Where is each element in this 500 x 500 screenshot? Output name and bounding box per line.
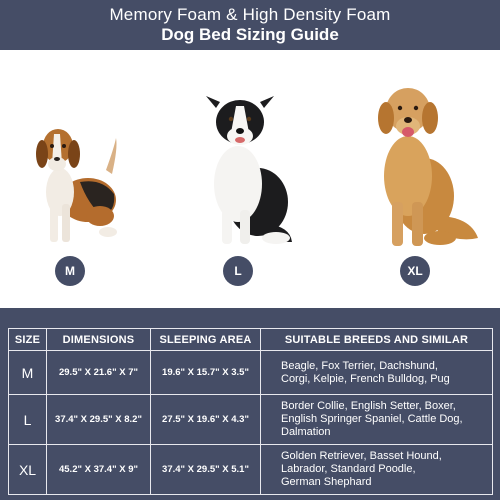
row-sleeping-area: 19.6" X 15.7" X 3.5" bbox=[151, 351, 261, 395]
breed-line: Golden Retriever, Basset Hound, bbox=[281, 450, 442, 462]
row-dimensions: 29.5" X 21.6" X 7" bbox=[47, 351, 151, 395]
table-header-row bbox=[9, 329, 493, 351]
size-badge-xl: XL bbox=[400, 256, 430, 286]
sizing-table bbox=[8, 328, 493, 495]
header-title-line1: Memory Foam & High Density Foam bbox=[109, 5, 391, 24]
header-dimensions: DIMENSIONS bbox=[47, 329, 151, 351]
breed-line: English Springer Spaniel, Cattle Dog, bbox=[281, 413, 463, 425]
breed-line: Dalmation bbox=[281, 426, 331, 438]
breed-line: Labrador, Standard Poodle, bbox=[281, 463, 416, 475]
row-breeds bbox=[261, 351, 493, 395]
header-size: SIZE bbox=[9, 329, 47, 351]
border-collie-image bbox=[196, 92, 296, 248]
row-size: XL bbox=[9, 445, 47, 495]
header-title-line2: Dog Bed Sizing Guide bbox=[161, 25, 339, 44]
header-banner bbox=[0, 0, 500, 50]
breed-line: Corgi, Kelpie, French Bulldog, Pug bbox=[281, 372, 450, 385]
size-badge-m: M bbox=[55, 256, 85, 286]
row-size: L bbox=[9, 395, 47, 445]
golden-retriever-image bbox=[366, 76, 480, 250]
beagle-image bbox=[30, 108, 122, 246]
row-dimensions: 37.4" X 29.5" X 8.2" bbox=[47, 395, 151, 445]
row-breeds bbox=[261, 395, 493, 445]
row-dimensions: 45.2" X 37.4" X 9" bbox=[47, 445, 151, 495]
row-size: M bbox=[9, 351, 47, 395]
row-sleeping-area: 27.5" X 19.6" X 4.3" bbox=[151, 395, 261, 445]
table-row bbox=[9, 445, 493, 495]
breed-line: Border Collie, English Setter, Boxer, bbox=[281, 400, 456, 412]
table-row bbox=[9, 395, 493, 445]
header-sleeping-area: SLEEPING AREA bbox=[151, 329, 261, 351]
breed-line: Beagle, Fox Terrier, Dachshund, bbox=[281, 359, 438, 372]
breed-line: German Shephard bbox=[281, 476, 372, 488]
table-row bbox=[9, 351, 493, 395]
header-suitable-breeds: SUITABLE BREEDS AND SIMILAR bbox=[261, 329, 493, 351]
size-badge-l: L bbox=[223, 256, 253, 286]
dog-photo-area bbox=[0, 50, 500, 308]
row-sleeping-area: 37.4" X 29.5" X 5.1" bbox=[151, 445, 261, 495]
sizing-table-container bbox=[8, 328, 492, 494]
row-breeds bbox=[261, 445, 493, 495]
